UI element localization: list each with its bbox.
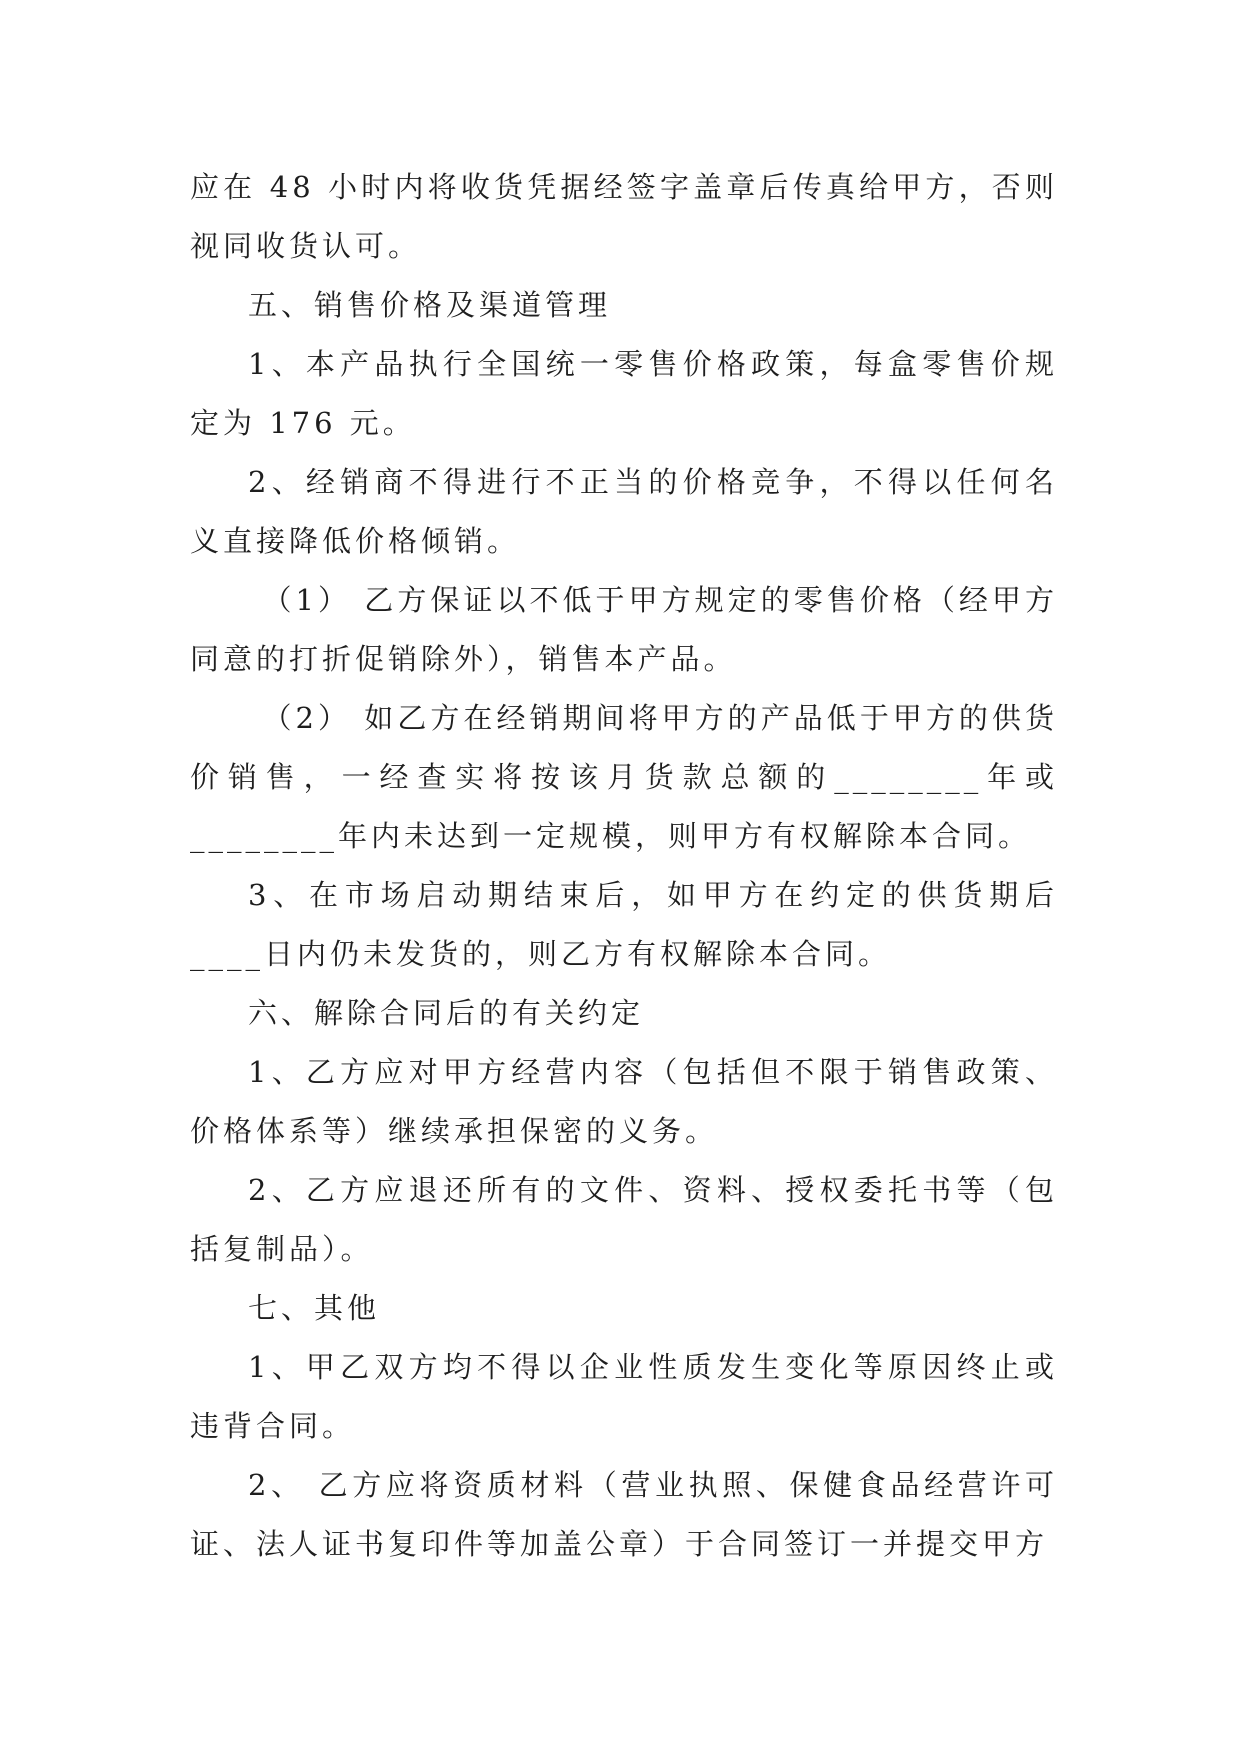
subclause-below-supply-price: （2） 如乙方在经销期间将甲方的产品低于甲方的供货价销售，一经查实将按该月货款总额的________年或________年内未达到一定规模，则甲方有权解除本合同。 xyxy=(190,701,1058,853)
section-heading-after-termination: 六、解除合同后的有关约定 xyxy=(248,996,645,1030)
document-page xyxy=(190,158,1058,1574)
clause-qualification-materials: 2、 乙方应将资质材料（营业执照、保健食品经营许可证、法人证书复印件等加盖公章）于合同签订一并提交甲方 xyxy=(190,1468,1058,1561)
clause-retail-price: 1、本产品执行全国统一零售价格政策，每盒零售价规定为 176 元。 xyxy=(190,347,1058,440)
section-heading-sales-price: 五、销售价格及渠道管理 xyxy=(248,288,612,322)
section-heading-other: 七、其他 xyxy=(248,1291,381,1325)
clause-delivery-termination: 3、在市场启动期结束后，如甲方在约定的供货期后____日内仍未发货的，则乙方有权解除本合同。 xyxy=(190,878,1058,971)
clause-price-competition: 2、经销商不得进行不正当的价格竞争，不得以任何名义直接降低价格倾销。 xyxy=(190,465,1058,558)
paragraph-continuation-receipt: 应在 48 小时内将收货凭据经签字盖章后传真给甲方，否则视同收货认可。 xyxy=(190,170,1058,263)
clause-no-termination: 1、甲乙双方均不得以企业性质发生变化等原因终止或违背合同。 xyxy=(190,1350,1058,1443)
subclause-min-price: （1） 乙方保证以不低于甲方规定的零售价格（经甲方同意的打折促销除外），销售本产品。 xyxy=(190,583,1058,676)
clause-confidentiality: 1、乙方应对甲方经营内容（包括但不限于销售政策、价格体系等）继续承担保密的义务。 xyxy=(190,1055,1058,1148)
clause-return-documents: 2、乙方应退还所有的文件、资料、授权委托书等（包括复制品）。 xyxy=(190,1173,1058,1266)
